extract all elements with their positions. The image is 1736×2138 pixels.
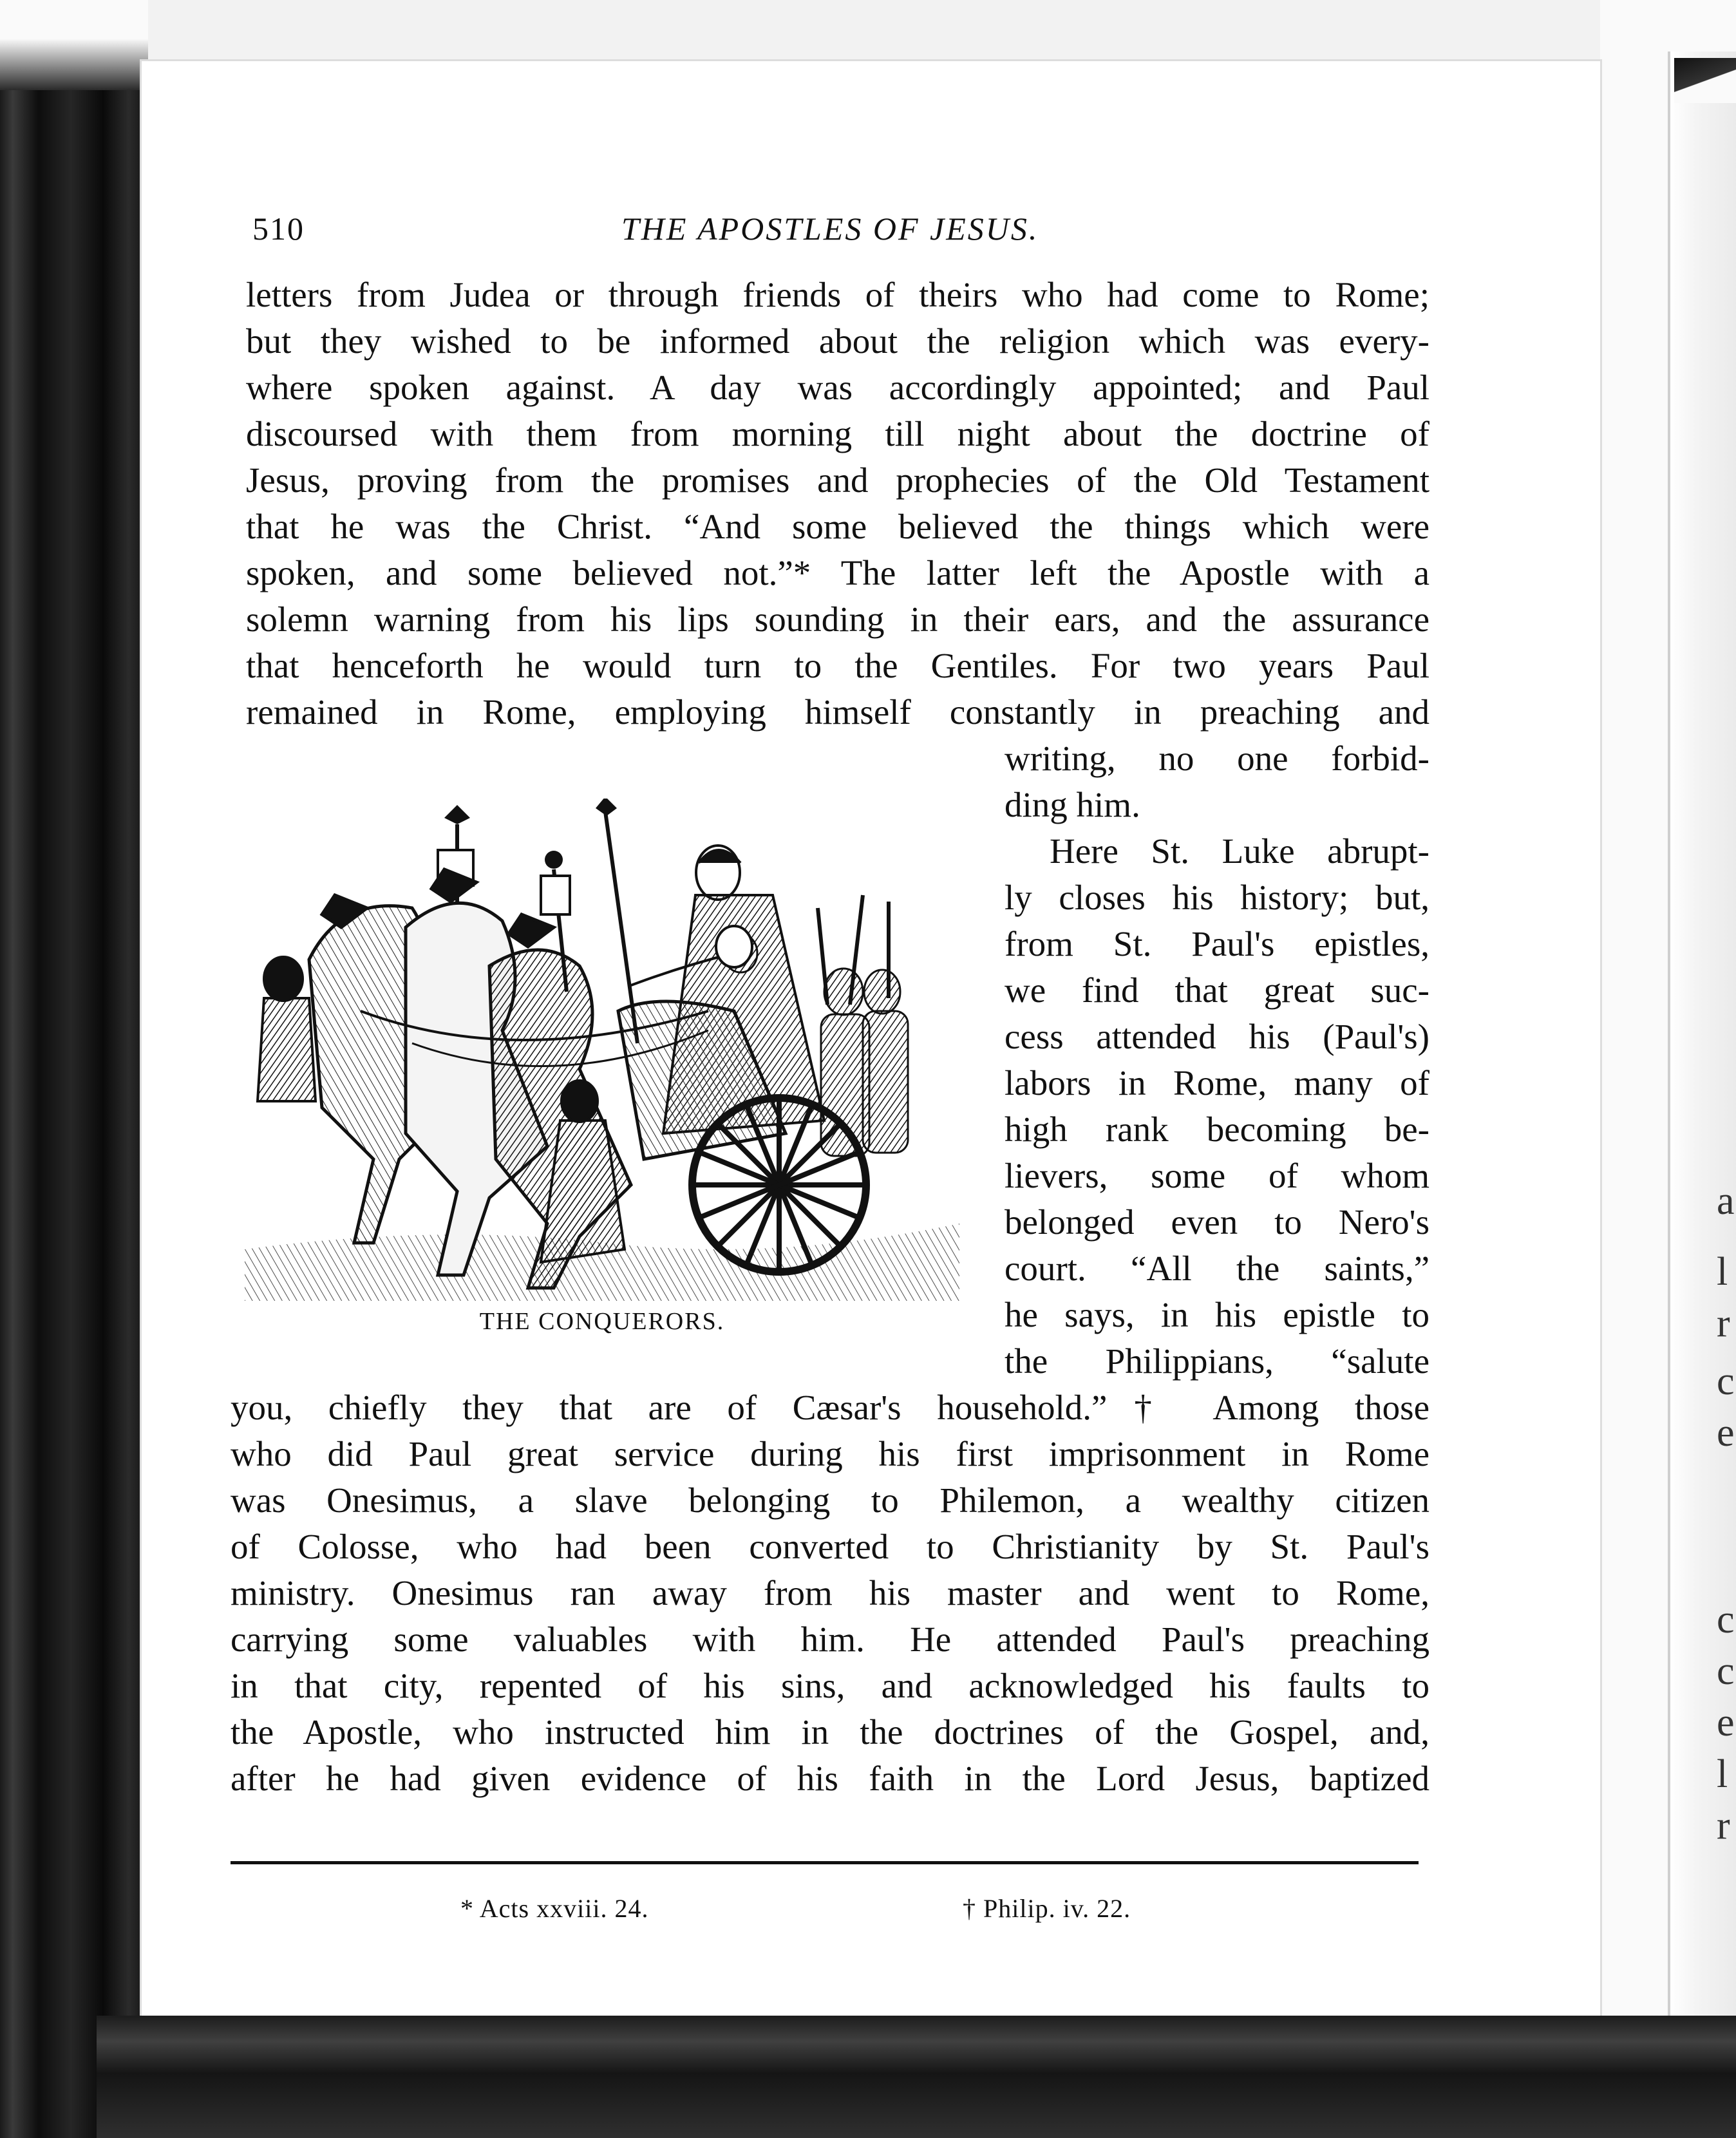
text-line: letters from Judea or through friends of theirs who had come to Rome; <box>246 275 1429 314</box>
footnote-acts: * Acts xxviii. 24. <box>460 1894 649 1923</box>
margin-fragment: c <box>1717 1359 1735 1403</box>
text-line: remained in Rome, employing himself constantly in preaching and <box>246 692 1429 732</box>
margin-fragment: c <box>1717 1649 1735 1693</box>
text-line: solemn warning from his lips sounding in their ears, and the assurance <box>246 600 1429 639</box>
text-line: from St. Paul's epistles, <box>1005 924 1429 963</box>
text-line: who did Paul great service during his first imprisonment in Rome <box>231 1434 1429 1473</box>
figure-caption: THE CONQUERORS. <box>479 1308 725 1335</box>
margin-fragment: l <box>1717 1752 1728 1796</box>
text-line: in that city, repented of his sins, and acknowledged his faults to <box>231 1666 1429 1705</box>
text-line: was Onesimus, a slave belonging to Philemon, a wealthy citizen <box>231 1481 1429 1520</box>
text-line: carrying some valuables with him. He attended Paul's preaching <box>231 1620 1429 1659</box>
text-line: where spoken against. A day was accordingly appointed; and Paul <box>246 368 1429 407</box>
footnote-philippians: † Philip. iv. 22. <box>963 1894 1131 1923</box>
margin-fragment: r <box>1717 1301 1730 1345</box>
text-line: after he had given evidence of his faith in the Lord Jesus, baptized <box>231 1759 1429 1798</box>
margin-fragment: a <box>1717 1179 1735 1223</box>
margin-fragment: r <box>1717 1804 1730 1848</box>
page-number: 510 <box>252 211 305 247</box>
text-line: of Colosse, who had been converted to Christianity by St. Paul's <box>231 1527 1429 1566</box>
running-title: THE APOSTLES OF JESUS. <box>621 211 1039 247</box>
book-bottom-edge <box>97 2016 1736 2138</box>
text-line: he says, in his epistle to <box>1005 1295 1429 1334</box>
facing-page-corner <box>1674 58 1736 103</box>
text-line: that henceforth he would turn to the Gentiles. For two years Paul <box>246 646 1429 685</box>
text-line: labors in Rome, many of <box>1005 1063 1429 1102</box>
margin-fragment: l <box>1717 1250 1728 1294</box>
book-spine <box>0 0 148 2138</box>
text-line: but they wished to be informed about the religion which was every- <box>246 321 1429 361</box>
text-line: Jesus, proving from the promises and prophecies of the Old Testament <box>246 460 1429 500</box>
scan-top-margin <box>0 0 148 90</box>
text-line: the Philippians, “salute <box>1005 1341 1429 1381</box>
text-line: ly closes his history; but, <box>1005 878 1429 917</box>
margin-fragment: e <box>1717 1701 1735 1745</box>
text-line: you, chiefly they that are of Cæsar's household.”† Among those <box>231 1388 1429 1427</box>
footnote-divider <box>231 1861 1419 1864</box>
text-line: court. “All the saints,” <box>1005 1249 1429 1288</box>
text-line: Here St. Luke abrupt- <box>1050 831 1429 871</box>
text-line: cess attended his (Paul's) <box>1005 1017 1429 1056</box>
text-line: belonged even to Nero's <box>1005 1202 1429 1242</box>
margin-fragment: c <box>1717 1598 1735 1641</box>
text-line: high rank becoming be- <box>1005 1110 1429 1149</box>
text-line: writing, no one forbid- <box>1005 739 1429 778</box>
text-line: discoursed with them from morning till night about the doctrine of <box>246 414 1429 453</box>
text-line: the Apostle, who instructed him in the doctrines of the Gospel, and, <box>231 1712 1429 1752</box>
text-line: ding him. <box>1005 785 1140 824</box>
text-line: lievers, some of whom <box>1005 1156 1429 1195</box>
text-line: that he was the Christ. “And some believed the things which were <box>246 507 1429 546</box>
text-line: ministry. Onesimus ran away from his master and went to Rome, <box>231 1573 1429 1613</box>
text-line: we find that great suc- <box>1005 970 1429 1010</box>
margin-fragment: e <box>1717 1411 1735 1455</box>
chariot-engraving-illustration <box>245 799 959 1301</box>
text-line: spoken, and some believed not.”* The latter left the Apostle with a <box>246 553 1429 592</box>
